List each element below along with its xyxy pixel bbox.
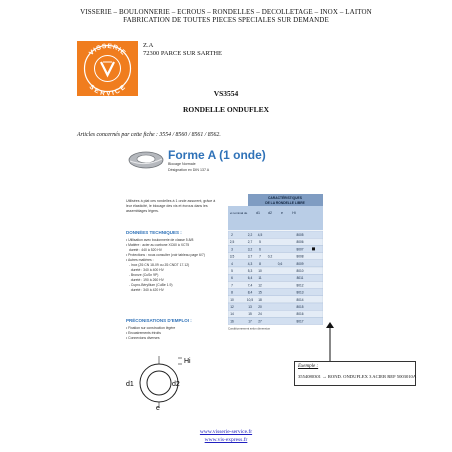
form-subtitle-1: Blocage Normale bbox=[168, 162, 196, 166]
table-header-bg bbox=[228, 206, 323, 230]
table-row bbox=[228, 253, 323, 260]
header-line-2: FABRICATION DE TOUTES PIECES SPECIALES SUR DEMANDE bbox=[123, 16, 329, 24]
table-cell: 14 bbox=[230, 312, 234, 317]
tech-item: - Cupro-Béryllium (CuBe 1.9) bbox=[126, 283, 173, 287]
table-cell: 7,4 bbox=[247, 283, 253, 288]
example-box bbox=[294, 361, 416, 386]
tech-item: dureté : 340 à 420 HV bbox=[126, 288, 164, 292]
logo-top-text: VISSERIE bbox=[87, 42, 128, 57]
table-cell: 16 bbox=[230, 319, 234, 324]
address-line-1: Z.A bbox=[143, 42, 154, 49]
table-note: Conditionnement selon dimension bbox=[228, 326, 271, 330]
table-cell: 5 bbox=[231, 269, 233, 273]
table-cell: 6 bbox=[231, 276, 233, 281]
table-cell: 2 bbox=[231, 233, 233, 237]
table-row bbox=[228, 317, 323, 324]
table-cell: 4 bbox=[231, 261, 233, 266]
tech-item: - Bronze (CuSn 9P) bbox=[126, 273, 159, 277]
table-cell: 0,6 bbox=[277, 261, 283, 266]
prec-item: • Fixation sur construction légère bbox=[126, 326, 176, 330]
table-cell: 5,3 bbox=[247, 269, 253, 273]
document-title: RONDELLE ONDUFLEX bbox=[182, 105, 270, 114]
table-cell: 8013 bbox=[296, 290, 304, 295]
table-cell: 4,3 bbox=[247, 261, 253, 266]
table-cell: 6,4 bbox=[247, 276, 253, 281]
table-cell: 8 bbox=[231, 290, 233, 295]
prec-item: • Connexions diverses bbox=[126, 336, 160, 340]
table-row bbox=[228, 310, 323, 317]
footer-link-2[interactable]: www.vis-express.fr bbox=[204, 437, 248, 443]
table-cell: 8006 bbox=[296, 240, 304, 245]
table-left-header: ø nominal de bbox=[230, 211, 248, 215]
table-cell: 7 bbox=[259, 254, 261, 259]
table-cell: 8005 bbox=[296, 233, 304, 237]
table-cell: 15 bbox=[248, 312, 252, 317]
company-logo bbox=[77, 41, 138, 96]
table-row bbox=[228, 303, 323, 310]
washer-photo bbox=[126, 148, 166, 170]
table-cell: 8010 bbox=[296, 269, 304, 273]
table-cell: 24 bbox=[258, 312, 262, 317]
logo-emblem-icon bbox=[77, 41, 138, 96]
example-arrow bbox=[320, 320, 340, 362]
table-title-1: CARACTÉRISTIQUES bbox=[268, 196, 302, 200]
document-ref: VS3554 bbox=[213, 89, 239, 98]
table-row bbox=[228, 267, 323, 274]
tech-item: - Inox (Z6 CN 18-09 ou Z6 CNDT 17.12) bbox=[126, 263, 190, 267]
table-cell: 5 bbox=[259, 240, 261, 245]
table-header-cell: e bbox=[281, 211, 283, 215]
tech-item: dureté : 440 à 520 HV bbox=[126, 248, 163, 252]
table-cell: 8015 bbox=[296, 305, 304, 309]
logo-bottom-text: SERVICE bbox=[87, 83, 128, 96]
tech-item: dureté : 190 à 260 HV bbox=[126, 278, 164, 282]
table-cell: 12 bbox=[258, 283, 262, 288]
articles-line: Articles concernés par cette fiche : 3554 / 8560 / 8561 / 8562. bbox=[77, 132, 221, 138]
table-cell: 10 bbox=[230, 297, 234, 302]
table-cell: 0,2 bbox=[267, 254, 273, 259]
table-header-cell: d1 bbox=[256, 211, 260, 215]
tech-item: • Protections : nous consulter (voir tableau page 6/7) bbox=[126, 253, 205, 257]
table-cell: 8 bbox=[259, 261, 261, 266]
table-cell: 10 bbox=[258, 269, 262, 273]
table-marker bbox=[312, 247, 315, 250]
table-cell: 27 bbox=[258, 319, 262, 324]
table-cell: 2,7 bbox=[247, 240, 253, 245]
table-cell: 8016 bbox=[296, 312, 304, 317]
hi-label: Hi bbox=[184, 358, 191, 365]
tech-list bbox=[126, 238, 222, 293]
table-row bbox=[228, 238, 323, 245]
table-row bbox=[228, 296, 323, 303]
table-cell: 7 bbox=[231, 283, 233, 288]
table-cell: 6 bbox=[259, 247, 261, 252]
form-subtitle-2: Désignation ex DIN 137 A bbox=[168, 168, 210, 172]
table-title-2: DE LA RONDELLE LIBRE bbox=[265, 201, 305, 205]
table-cell: 10,5 bbox=[246, 297, 254, 302]
table-cell: 8,4 bbox=[247, 290, 253, 295]
prec-item: • Encastrements étroits bbox=[126, 331, 161, 335]
table-cell: 8009 bbox=[296, 261, 304, 266]
table-row bbox=[228, 281, 323, 288]
table-row bbox=[228, 289, 323, 296]
table-header-cell: Hi bbox=[292, 211, 296, 215]
d1-label: d1 bbox=[126, 381, 134, 388]
table-cell: 8011 bbox=[296, 276, 304, 281]
tech-section-title: DONNÉES TECHNIQUES : bbox=[126, 230, 182, 235]
table-row bbox=[228, 274, 323, 281]
intro-text: Utilisées à plat ces rondelles à 1 onde assurent, grâce à leur élasticité, le blocage des vis et écrous dans les assemblages légers. bbox=[126, 199, 216, 213]
table-header-cell: d2 bbox=[268, 211, 272, 215]
table-row bbox=[228, 231, 323, 238]
washer-diagram bbox=[126, 350, 196, 410]
address-line-2: 72300 PARCE SUR SARTHE bbox=[143, 50, 223, 57]
table-cell: 8012 bbox=[296, 283, 304, 288]
example-text: 3554080301 → ROND. ONDUFLEX 3 ACIER REF 5003010A bbox=[298, 374, 417, 379]
header-line-1: VISSERIE – BOULONNERIE – ECROUS – RONDELLES – DECOLLETAGE – INOX – LAITON bbox=[80, 8, 372, 16]
footer-link-1[interactable]: www.visserie-service.fr bbox=[199, 429, 253, 435]
characteristics-table bbox=[228, 194, 323, 330]
tech-item: • Matière : acier au carbone XC60 à XC75 bbox=[126, 243, 190, 247]
table-cell: 4,5 bbox=[257, 233, 263, 237]
table-cell: 8014 bbox=[296, 297, 304, 302]
d2-label: d2 bbox=[172, 381, 180, 388]
table-cell: 2,2 bbox=[247, 233, 253, 237]
tech-item: • Utilisation avec boulonnerie de classe 5.8/8 bbox=[126, 238, 194, 242]
e-label: e bbox=[156, 405, 160, 410]
address-block bbox=[143, 42, 222, 58]
table-cell: 11 bbox=[258, 276, 262, 281]
prec-section-title: PRÉCONISATIONS D'EMPLOI : bbox=[126, 318, 192, 323]
table-cell: 3,5 bbox=[229, 254, 235, 259]
table-cell: 8007 bbox=[296, 247, 304, 252]
table-cell: 18 bbox=[258, 297, 262, 302]
table-row bbox=[228, 245, 323, 252]
table-cell: 3,2 bbox=[247, 247, 253, 252]
table-cell: 17 bbox=[248, 319, 252, 324]
table-cell: 8008 bbox=[296, 254, 304, 259]
table-cell: 13 bbox=[248, 305, 252, 309]
table-cell: 12 bbox=[230, 305, 234, 309]
table-cell: 2,5 bbox=[229, 240, 235, 245]
tech-item: dureté : 340 à 400 HV bbox=[126, 268, 164, 272]
example-title: Exemple : bbox=[298, 364, 319, 369]
form-title: Forme A (1 onde) bbox=[168, 148, 266, 162]
table-cell: 8017 bbox=[296, 319, 304, 324]
table-svg bbox=[228, 194, 323, 330]
table-row bbox=[228, 260, 323, 267]
table-cell: 3,7 bbox=[247, 254, 253, 259]
table-cell: 3 bbox=[231, 247, 233, 252]
table-cell: 20 bbox=[258, 305, 262, 309]
prec-list bbox=[126, 326, 222, 341]
tech-item: • Autres matières : bbox=[126, 258, 154, 262]
table-cell: 15 bbox=[258, 290, 262, 295]
